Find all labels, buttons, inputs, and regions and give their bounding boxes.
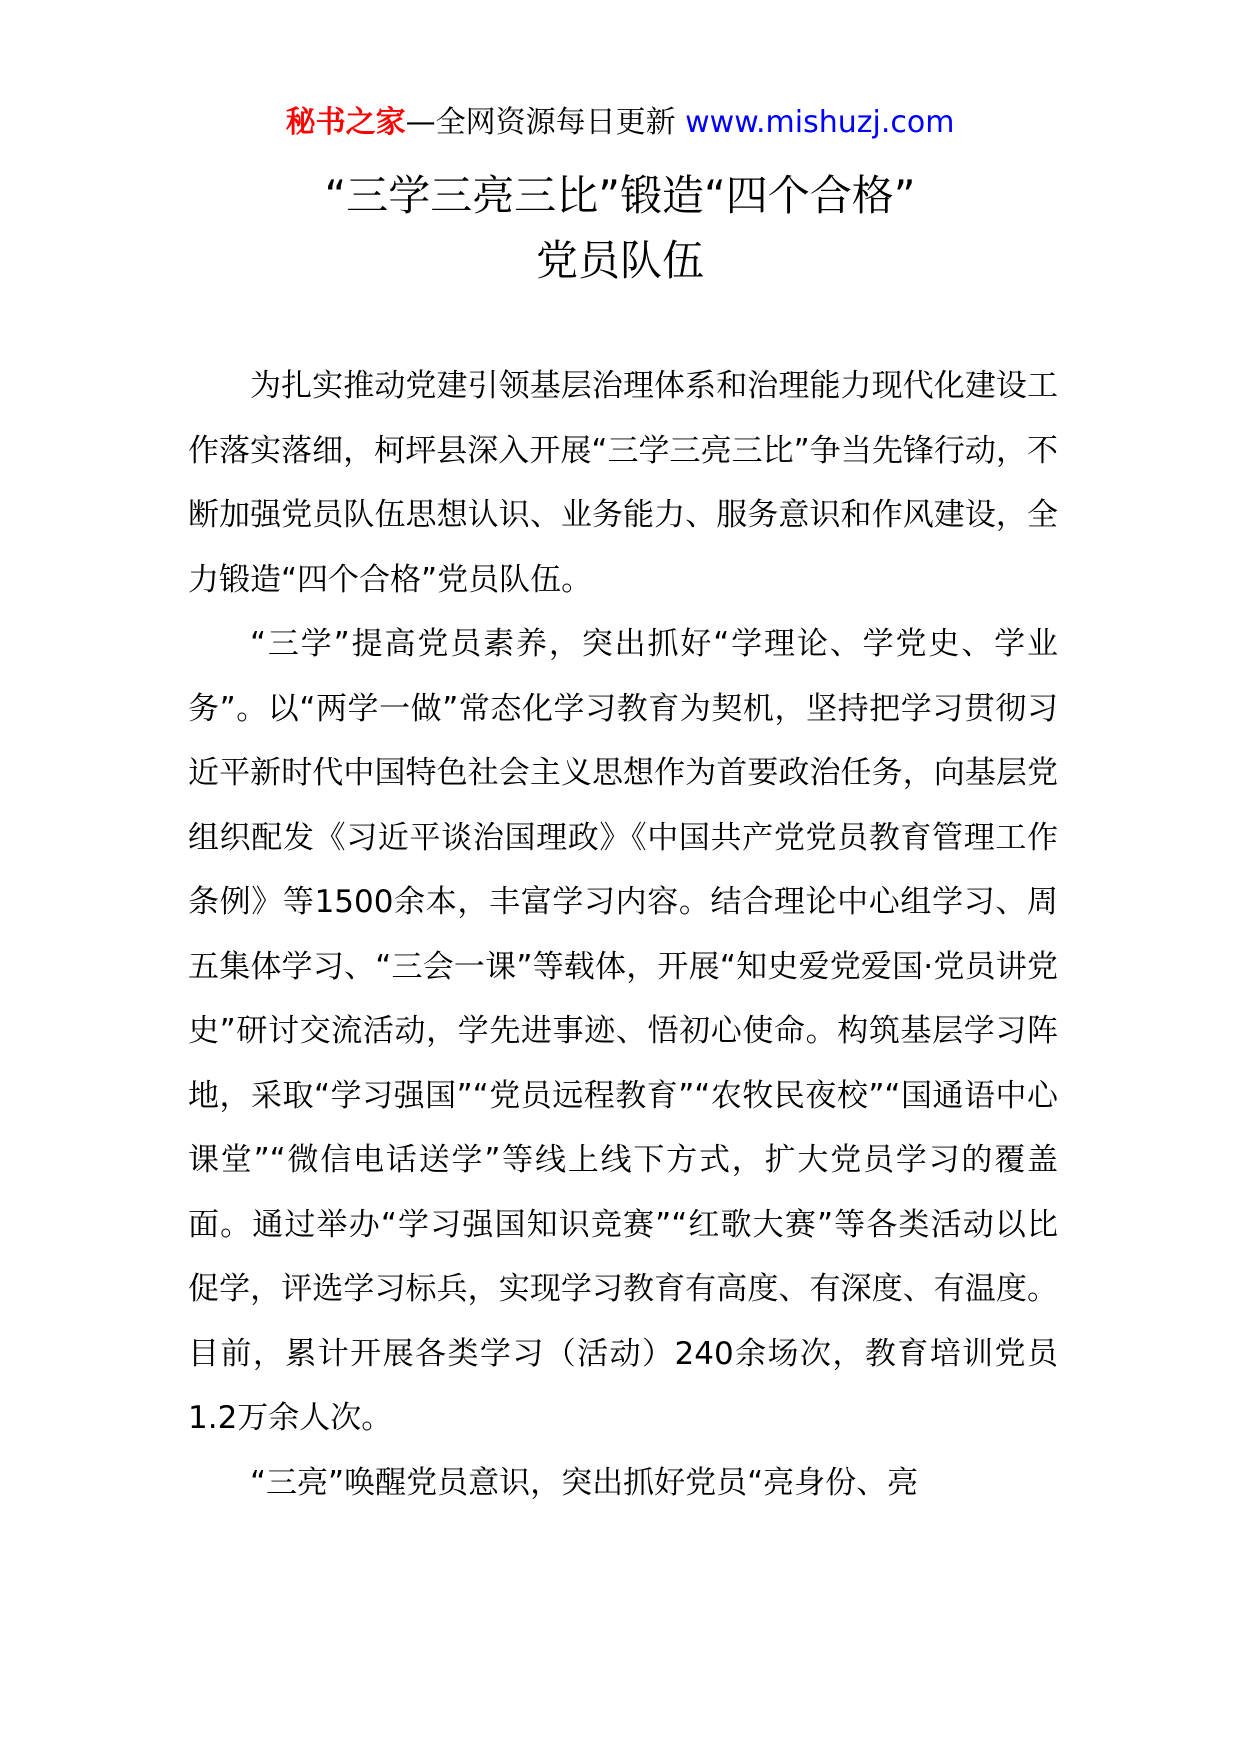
title-line-2: 党员队伍 <box>535 236 704 285</box>
site-url-link[interactable]: www.mishuzj.com <box>685 105 955 140</box>
site-header <box>0 100 1240 146</box>
document-body <box>188 354 1058 1515</box>
brand-name: 秘书之家 <box>285 105 406 140</box>
paragraph-three-studies: “三学”提高党员素养，突出抓好“学理论、学党史、学业务”。以“两学一做”常态化学习教育为契机，坚持把学习贯彻习近平新时代中国特色社会主义思想作为首要政治任务，向基层党组织配发《习近平谈治国理政》《中国共产党党员教育管理工作条例》等1500余本，丰富学习内容。结合理论中心组学习、周五集体学习、“三会一课”等载体，开展“知史爱党爱国·党员讲党史”研讨交流活动，学先进事迹、悟初心使命。构筑基层学习阵地，采取“学习强国”“党员远程教育”“农牧民夜校”“国通语中心课堂”“微信电话送学”等线上线下方式，扩大党员学习的覆盖面。通过举办“学习强国知识竞赛”“红歌大赛”等各类活动以比促学，评选学习标兵，实现学习教育有高度、有深度、有温度。目前，累计开展各类学习（活动）240余场次，教育培训党员1.2万余人次。 <box>188 626 1058 1436</box>
paragraph-three-shows: “三亮”唤醒党员意识，突出抓好党员“亮身份、亮 <box>250 1464 919 1501</box>
title-line-1: “三学三亮三比”锻造“四个合格” <box>324 171 916 220</box>
site-tagline: —全网资源每日更新 <box>405 105 676 140</box>
paragraph-intro: 为扎实推动党建引领基层治理体系和治理能力现代化建设工作落实落细，柯坪县深入开展“三学三亮三比”争当先锋行动，不断加强党员队伍思想认识、业务能力、服务意识和作风建设，全力锻造“四个合格”党员队伍。 <box>188 368 1058 598</box>
document-title <box>0 163 1240 293</box>
